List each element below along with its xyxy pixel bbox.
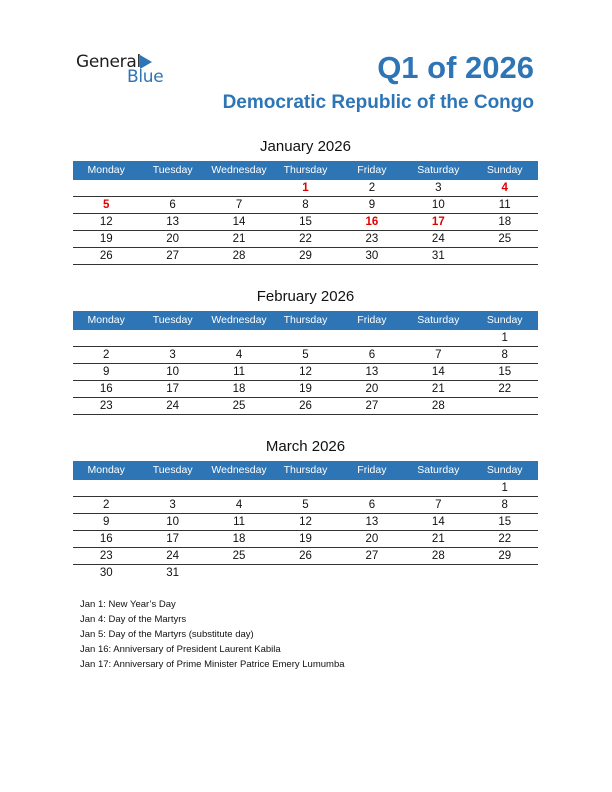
week-row xyxy=(73,565,538,581)
day-cell: 17 xyxy=(431,216,445,228)
day-cell xyxy=(73,180,139,196)
day-cell: 9 xyxy=(103,516,110,528)
day-cell xyxy=(339,480,405,496)
weekday-label: Friday xyxy=(357,464,387,476)
day-cell: 20 xyxy=(365,383,379,395)
day-cell: 11 xyxy=(498,199,511,211)
day-cell: 10 xyxy=(166,516,180,528)
weekday-label: Sunday xyxy=(486,314,523,326)
day-cell: 28 xyxy=(431,400,445,412)
week-row xyxy=(73,330,538,347)
day-cell xyxy=(272,480,338,496)
day-cell: 3 xyxy=(169,499,176,511)
day-cell xyxy=(73,330,139,346)
country-title: Democratic Republic of the Congo xyxy=(222,92,534,113)
weekday-label: Wednesday xyxy=(211,314,267,326)
day-cell: 18 xyxy=(232,533,246,545)
week-row xyxy=(73,531,538,548)
day-cell: 24 xyxy=(166,550,180,562)
day-cell: 24 xyxy=(166,400,180,412)
day-cell: 7 xyxy=(435,499,442,511)
day-cell: 25 xyxy=(498,233,512,245)
week-row xyxy=(73,231,538,248)
quarter-title: Q1 of 2026 xyxy=(377,50,534,85)
day-cell: 19 xyxy=(299,383,312,395)
day-cell: 21 xyxy=(431,383,445,395)
day-cell: 31 xyxy=(166,567,180,579)
day-cell xyxy=(472,398,538,414)
day-cell: 14 xyxy=(431,366,445,378)
day-cell: 29 xyxy=(498,550,512,562)
day-cell: 21 xyxy=(431,533,445,545)
day-cell: 13 xyxy=(365,516,379,528)
weekday-label: Friday xyxy=(357,164,387,176)
month-calendar-february xyxy=(73,287,538,415)
week-row xyxy=(73,381,538,398)
day-cell xyxy=(405,480,471,496)
day-cell: 5 xyxy=(302,499,309,511)
weekday-label: Friday xyxy=(357,314,387,326)
weekday-label: Sunday xyxy=(486,164,523,176)
logo-general-text: General xyxy=(76,52,141,72)
day-cell: 8 xyxy=(501,499,508,511)
week-row xyxy=(73,514,538,531)
holiday-note: Jan 5: Day of the Martyrs (substitute day) xyxy=(80,629,254,640)
week-row xyxy=(73,548,538,565)
day-cell: 13 xyxy=(365,366,379,378)
day-cell xyxy=(272,330,338,346)
weekday-label: Thursday xyxy=(283,464,328,476)
day-cell xyxy=(405,330,471,346)
day-cell: 6 xyxy=(368,499,376,511)
day-cell: 20 xyxy=(365,533,379,545)
day-cell: 15 xyxy=(498,366,512,378)
day-cell xyxy=(73,480,139,496)
week-row xyxy=(73,480,538,497)
day-cell: 10 xyxy=(166,366,180,378)
day-cell xyxy=(206,480,272,496)
day-cell: 28 xyxy=(431,550,445,562)
holiday-note: Jan 4: Day of the Martyrs xyxy=(80,614,187,625)
day-cell: 7 xyxy=(235,199,243,211)
day-cell: 1 xyxy=(501,332,508,344)
day-cell: 5 xyxy=(103,199,110,211)
day-cell xyxy=(139,480,205,496)
month-title: January 2026 xyxy=(260,138,351,155)
day-cell: 2 xyxy=(368,182,376,194)
day-cell: 26 xyxy=(299,400,312,412)
day-cell xyxy=(472,565,538,581)
day-cell: 1 xyxy=(501,482,508,494)
weekday-label: Sunday xyxy=(486,464,523,476)
weekday-label: Wednesday xyxy=(211,164,267,176)
weekday-label: Monday xyxy=(87,164,125,176)
day-cell: 14 xyxy=(232,216,246,228)
day-cell xyxy=(139,330,205,346)
day-cell xyxy=(206,565,272,581)
logo-blue-text: Blue xyxy=(127,67,164,87)
weekday-label: Monday xyxy=(87,464,125,476)
weekday-label: Saturday xyxy=(417,314,460,326)
day-cell: 22 xyxy=(299,233,312,245)
week-row xyxy=(73,197,538,214)
week-row xyxy=(73,214,538,231)
day-cell: 10 xyxy=(431,199,445,211)
weekday-label: Thursday xyxy=(283,314,328,326)
week-row xyxy=(73,248,538,265)
day-cell: 25 xyxy=(232,550,246,562)
day-cell xyxy=(139,180,205,196)
day-cell: 4 xyxy=(235,499,243,511)
day-cell: 12 xyxy=(299,516,312,528)
holiday-note: Jan 17: Anniversary of Prime Minister Patrice Emery Lumumba xyxy=(80,659,345,670)
day-cell: 19 xyxy=(99,233,113,245)
day-cell: 6 xyxy=(169,199,176,211)
day-cell xyxy=(206,330,272,346)
weekday-label: Saturday xyxy=(417,464,460,476)
week-row xyxy=(73,364,538,381)
day-cell: 17 xyxy=(166,533,180,545)
day-cell: 18 xyxy=(232,383,246,395)
day-cell: 6 xyxy=(368,349,376,361)
day-cell: 24 xyxy=(431,233,445,245)
day-cell: 27 xyxy=(166,250,180,262)
week-row xyxy=(73,347,538,364)
month-title: March 2026 xyxy=(265,438,346,455)
day-cell: 23 xyxy=(365,233,379,245)
weekday-label: Saturday xyxy=(417,164,460,176)
day-cell: 23 xyxy=(99,400,113,412)
weekday-label: Wednesday xyxy=(211,464,267,476)
weekday-label: Thursday xyxy=(283,164,328,176)
day-cell: 9 xyxy=(103,366,110,378)
day-cell xyxy=(339,330,405,346)
day-cell: 19 xyxy=(299,533,312,545)
day-cell: 26 xyxy=(99,250,113,262)
day-cell: 20 xyxy=(166,233,180,245)
month-calendar-march xyxy=(73,437,538,581)
holiday-note: Jan 1: New Year’s Day xyxy=(80,599,176,610)
day-cell: 27 xyxy=(365,400,379,412)
day-cell: 16 xyxy=(99,533,113,545)
day-cell: 8 xyxy=(302,199,309,211)
week-row xyxy=(73,497,538,514)
day-cell xyxy=(272,565,338,581)
day-cell: 11 xyxy=(233,366,246,378)
day-cell xyxy=(405,565,471,581)
day-cell: 9 xyxy=(368,199,376,211)
week-row xyxy=(73,398,538,415)
day-cell: 21 xyxy=(232,233,246,245)
day-cell: 23 xyxy=(99,550,113,562)
weekday-label: Tuesday xyxy=(152,464,193,476)
day-cell xyxy=(206,180,272,196)
day-cell: 18 xyxy=(498,216,512,228)
day-cell: 4 xyxy=(235,349,243,361)
day-cell: 7 xyxy=(435,349,442,361)
weekday-header xyxy=(73,461,538,480)
day-cell: 3 xyxy=(169,349,176,361)
day-cell: 11 xyxy=(233,516,246,528)
day-cell: 1 xyxy=(302,182,309,194)
logo xyxy=(76,52,176,88)
weekday-label: Monday xyxy=(87,314,125,326)
day-cell: 27 xyxy=(365,550,379,562)
weekday-header xyxy=(73,161,538,180)
day-cell: 3 xyxy=(435,182,442,194)
day-cell: 4 xyxy=(501,182,508,194)
day-cell xyxy=(339,565,405,581)
holiday-note: Jan 16: Anniversary of President Laurent Kabila xyxy=(80,644,281,655)
week-row xyxy=(73,180,538,197)
day-cell: 12 xyxy=(99,216,113,228)
day-cell: 22 xyxy=(498,383,512,395)
day-cell: 5 xyxy=(302,349,309,361)
day-cell: 13 xyxy=(166,216,180,228)
day-cell: 28 xyxy=(232,250,246,262)
day-cell: 22 xyxy=(498,533,512,545)
day-cell: 29 xyxy=(299,250,312,262)
day-cell: 16 xyxy=(99,383,113,395)
weekday-label: Tuesday xyxy=(152,314,193,326)
day-cell: 31 xyxy=(431,250,445,262)
day-cell: 17 xyxy=(166,383,180,395)
day-cell: 25 xyxy=(232,400,246,412)
day-cell: 16 xyxy=(365,216,379,228)
day-cell: 2 xyxy=(103,349,110,361)
day-cell: 26 xyxy=(299,550,312,562)
day-cell: 8 xyxy=(501,349,508,361)
weekday-header xyxy=(73,311,538,330)
month-title: February 2026 xyxy=(256,288,355,305)
holiday-notes xyxy=(80,597,345,672)
day-cell: 30 xyxy=(99,567,113,579)
day-cell: 12 xyxy=(299,366,312,378)
day-cell: 14 xyxy=(431,516,445,528)
month-calendar-january xyxy=(73,137,538,265)
day-cell xyxy=(472,248,538,264)
day-cell: 15 xyxy=(299,216,312,228)
weekday-label: Tuesday xyxy=(152,164,193,176)
day-cell: 2 xyxy=(103,499,110,511)
day-cell: 30 xyxy=(365,250,379,262)
day-cell: 15 xyxy=(498,516,512,528)
